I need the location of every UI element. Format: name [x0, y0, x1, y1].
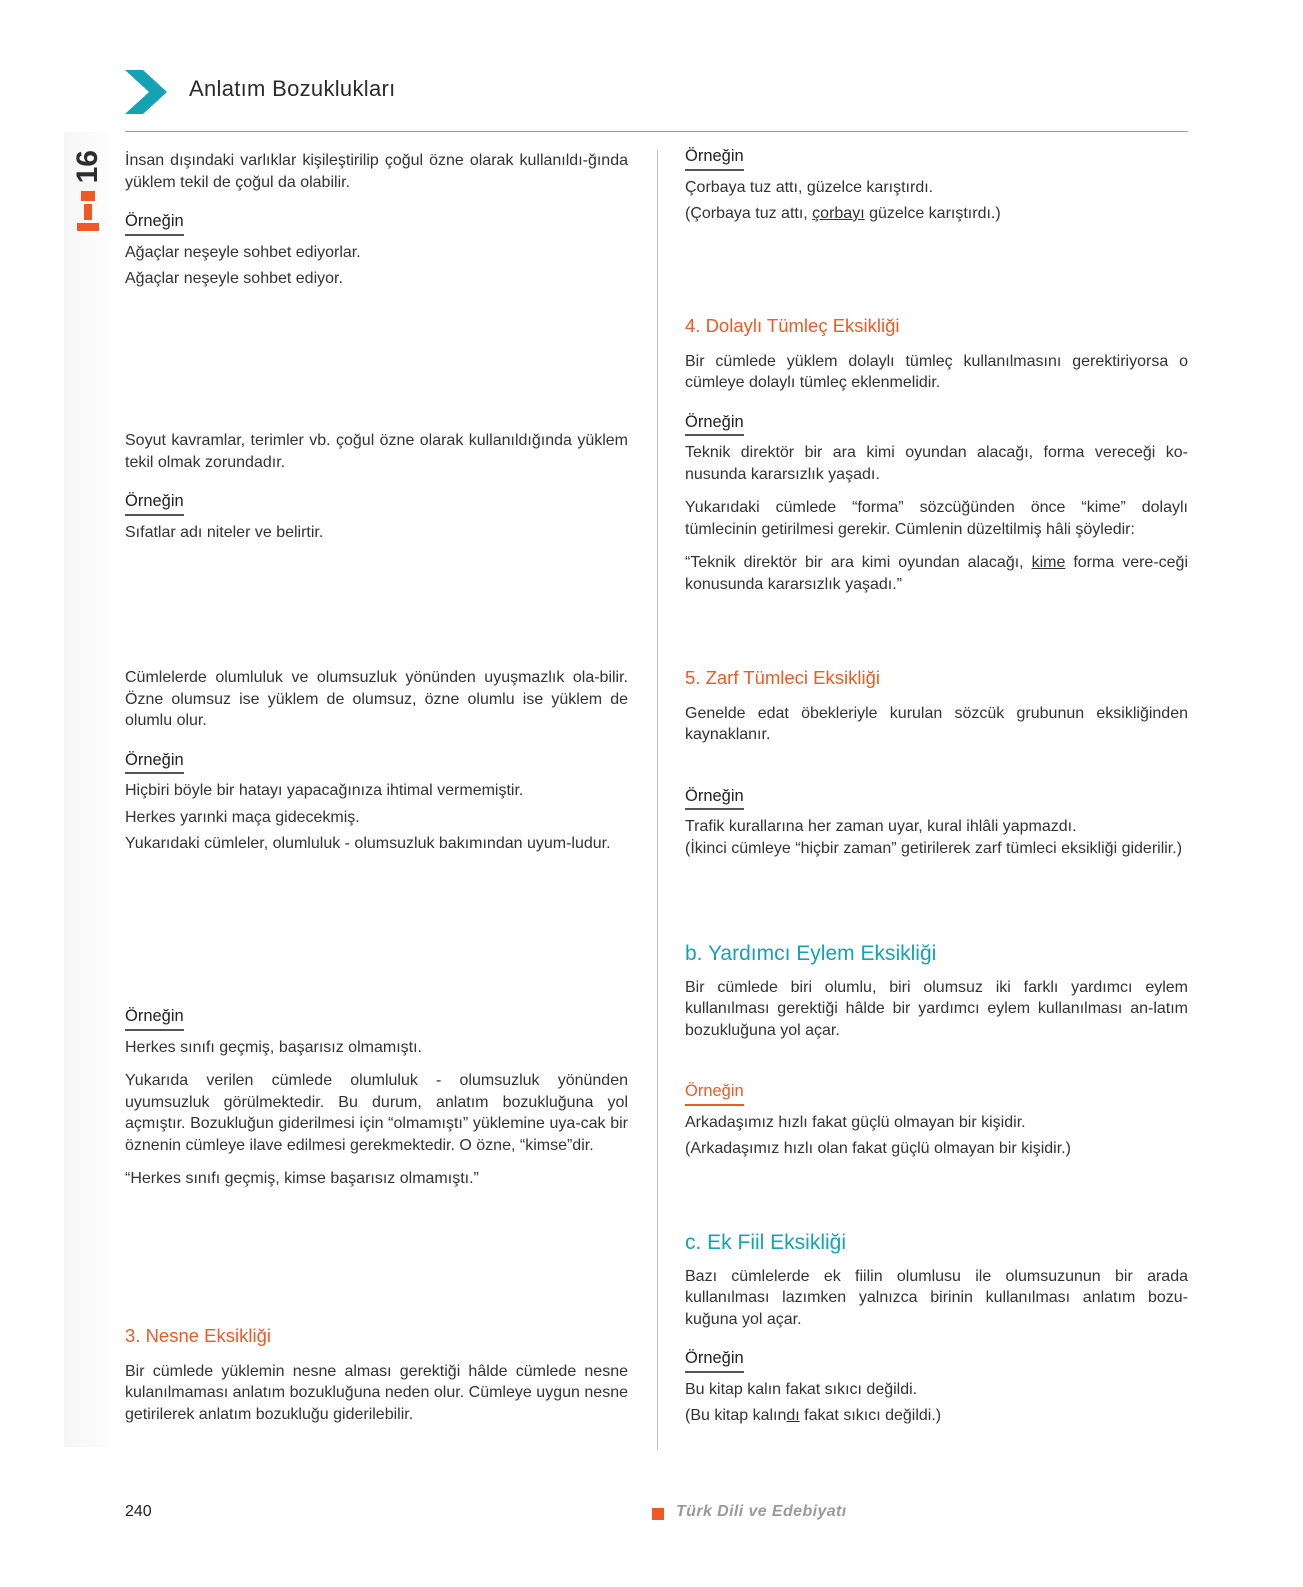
paragraph: Bir cümlede yüklemin nesne alması gerektiği hâlde cümlede nesne kulanılmaması anlatım bozukluğuna neden olur. Cümleye uygun nesne getirilerek anlatım bozukluğu giderilebilir. [125, 1362, 628, 1423]
paragraph: İnsan dışındaki varlıklar kişileştirilip çoğul özne olarak kullanıldı-ğında yüklem tekil de çoğul da olabilir. [125, 152, 628, 191]
text-span: forma vere-ceği konusunda kararsızlık yaşadı.” [685, 554, 1189, 593]
text-span: “Teknik direktör bir ara kimi oyundan alacağı, [685, 554, 1032, 571]
header-rule [125, 131, 1188, 132]
block-correction [125, 1006, 628, 1190]
example-label: Örneğin [125, 1006, 184, 1031]
chapter-number: 16 [71, 150, 104, 184]
example-label: Örneğin [685, 412, 744, 437]
paragraph: Bazı cümlelerde ek fiilin olumlusu ile olumsuzunun bir arada kullanılması lazımken yalnızca birinin kullanılması anlatım bozu-kuğuna yol açar. [685, 1267, 1188, 1328]
paragraph: Yukarıda verilen cümlede olumluluk - olumsuzluk yönünden uyumsuzluk görülmektedir. Bu durum, anlatım bozukluğuna yol açmıştır. Bozukluğun giderilmesi için “olmamıştı” yüklemine uya-cak bir öznenin cümleye ilave edilmesi gerekmektedir. O özne, “kimse”dir. [125, 1072, 628, 1154]
page-title: Anlatım Bozuklukları [189, 76, 396, 101]
section-heading: b. Yardımcı Eylem Eksikliği [685, 942, 937, 965]
column-divider [657, 150, 658, 1450]
example-sentence: Ağaçlar neşeyle sohbet ediyorlar. [125, 243, 361, 261]
text-span: fakat sıkıcı değildi.) [799, 1407, 942, 1424]
paragraph: Genelde edat öbekleriyle kurulan sözcük grubunun eksikliğinden kaynaklanır. [685, 704, 1188, 743]
paragraph: Yukarıdaki cümlede “forma” sözcüğünden önce “kime” dolaylı tümlecinin getirilmesi gerekir. Cümlenin düzeltilmiş hâli şöyledir: [685, 499, 1188, 538]
section-adverbial [685, 667, 1188, 859]
example-sentence [685, 203, 1188, 225]
footer-square-icon [652, 1508, 664, 1520]
block-soup-example [685, 146, 1188, 225]
text-span: (Çorbaya tuz attı, [685, 205, 813, 222]
text-span: (Bu kitap kalın [685, 1407, 787, 1424]
block-positivity [125, 667, 628, 855]
paragraph: Bir cümlede yüklem dolaylı tümleç kullanılmasını gerektiriyorsa o cümleye dolaylı tümleç eklenmelidir. [685, 352, 1188, 391]
example-sentence: Hiçbiri böyle bir hatayı yapacağınıza ihtimal vermemiştir. [125, 782, 524, 799]
example-sentence: Sıfatlar adı niteler ve belirtir. [125, 523, 324, 541]
example-sentence: Yukarıdaki cümleler, olumluluk - olumsuzluk bakımından uyum-ludur. [125, 835, 611, 852]
page-number: 240 [125, 1503, 152, 1520]
example-label: Örneğin [685, 786, 744, 811]
chevron-right-icon [125, 70, 167, 114]
section-object-missing [125, 1325, 628, 1425]
section-auxiliary-verb [685, 943, 1188, 1160]
section-indirect-object [685, 315, 1188, 595]
paragraph: Soyut kavramlar, terimler vb. çoğul özne olarak kullanıldığında yüklem tekil olmak zorundadır. [125, 432, 628, 471]
example-sentence: Arkadaşımız hızlı fakat güçlü olmayan bir kişidir. [685, 1113, 1026, 1131]
example-label: Örneğin [125, 211, 184, 236]
example-sentence: Çorbaya tuz attı, güzelce karıştırdı. [685, 178, 934, 196]
paragraph: “Herkes sınıfı geçmiş, kimse başarısız olmamıştı.” [125, 1170, 479, 1187]
block-personification [125, 150, 628, 290]
example-sentence: Bu kitap kalın fakat sıkıcı değildi. [685, 1380, 918, 1398]
example-sentence [685, 1405, 1188, 1427]
example-sentence: Trafik kurallarına her zaman uyar, kural ihlâli yapmazdı. [685, 818, 1077, 835]
example-sentence: Herkes sınıfı geçmiş, başarısız olmamıştı. [125, 1038, 422, 1056]
footer-book-title: Türk Dili ve Edebiyatı [676, 1503, 847, 1520]
example-label: Örneğin [685, 1081, 744, 1106]
example-sentence: Herkes yarınki maça gidecekmiş. [125, 808, 360, 826]
paragraph: Bir cümlede biri olumlu, biri olumsuz iki farklı yardımcı eylem kullanılması gerektiği hâlde bir yardımcı eylem kullanılması an-latım bozukluğuna yol açar. [685, 978, 1188, 1039]
example-label: Örneğin [125, 491, 184, 516]
paragraph [685, 552, 1188, 595]
example-label: Örneğin [685, 146, 744, 171]
underlined-word: dı [786, 1407, 800, 1424]
example-sentence: (İkinci cümleye “hiçbir zaman” getirilerek zarf tümleci eksikliği giderilir.) [685, 839, 1183, 857]
text-span: güzelce karıştırdı.) [864, 205, 1001, 222]
block-abstract-concepts [125, 430, 628, 543]
example-sentence: Ağaçlar neşeyle sohbet ediyor. [125, 270, 343, 287]
underlined-word: kime [1031, 554, 1066, 571]
paragraph: Cümlelerde olumluluk ve olumsuzluk yönünden uyuşmazlık ola-bilir. Özne olumsuz ise yüklem de olumsuz, özne olumlu ise yüklem de olumlu olur. [125, 669, 628, 729]
sidebar-strip [64, 132, 110, 1447]
section-heading: 4. Dolaylı Tümleç Eksikliği [685, 315, 900, 336]
section-heading: 3. Nesne Eksikliği [125, 1325, 272, 1346]
example-label: Örneğin [125, 750, 184, 775]
chapter-label [70, 150, 106, 260]
example-sentence: (Arkadaşımız hızlı olan fakat güçlü olmayan bir kişidir.) [685, 1140, 1071, 1157]
fcs-logo [77, 191, 99, 231]
underlined-word: çorbayı [812, 205, 865, 222]
example-label: Örneğin [685, 1348, 744, 1373]
section-heading: c. Ek Fiil Eksikliği [685, 1231, 847, 1254]
section-copula [685, 1232, 1188, 1427]
section-heading: 5. Zarf Tümleci Eksikliği [685, 667, 880, 688]
example-sentence: Teknik direktör bir ara kimi oyundan alacağı, forma vereceği ko-nusunda kararsızlık yaşadı. [685, 444, 1188, 483]
